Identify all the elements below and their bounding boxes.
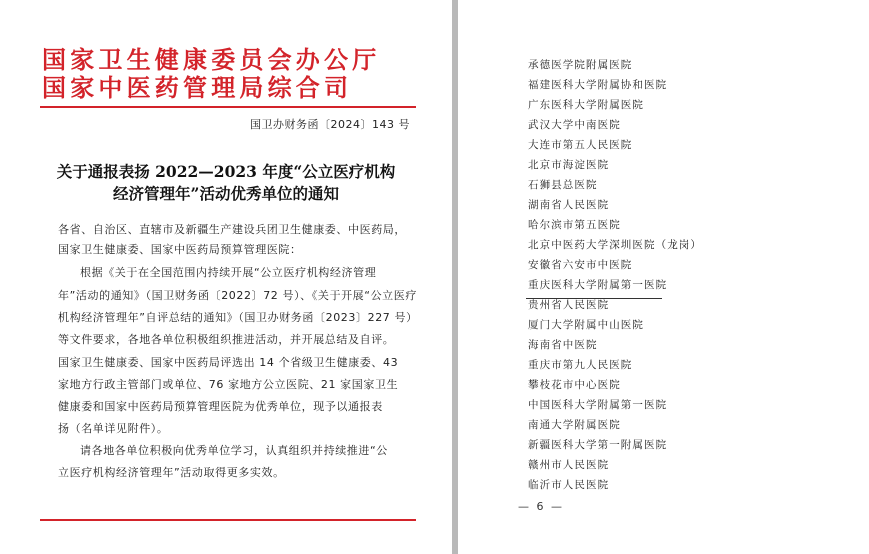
body-line: 各省、自治区、直辖市及新疆生产建设兵团卫生健康委、中医药局， bbox=[58, 223, 406, 236]
list-item: 重庆市第九人民医院 bbox=[528, 359, 633, 371]
hand-drawn-underline bbox=[526, 298, 662, 299]
list-item: 攀枝花市中心医院 bbox=[528, 379, 621, 391]
list-item: 福建医科大学附属协和医院 bbox=[528, 79, 668, 91]
body-line: 健康委和国家中医药局预算管理医院为优秀单位，现予以通报表 bbox=[58, 400, 383, 413]
header-red-rule bbox=[40, 106, 416, 108]
issuing-org-line-1: 国家卫生健康委员会办公厅 bbox=[42, 45, 381, 74]
list-item: 南通大学附属医院 bbox=[528, 419, 621, 431]
list-item: 大连市第五人民医院 bbox=[528, 139, 633, 151]
list-item: 安徽省六安市中医院 bbox=[528, 259, 633, 271]
body-line: 根据《关于在全国范围内持续开展“公立医疗机构经济管理 bbox=[80, 266, 377, 279]
notice-title-line-2: 经济管理年”活动优秀单位的通知 bbox=[113, 184, 339, 203]
list-item: 广东医科大学附属医院 bbox=[528, 99, 644, 111]
body-line: 请各地各单位积极向优秀单位学习，认真组织并持续推进“公 bbox=[80, 444, 388, 457]
list-item: 厦门大学附属中山医院 bbox=[528, 319, 644, 331]
body-line: 立医疗机构经济管理年”活动取得更多实效。 bbox=[58, 466, 285, 479]
list-item: 北京市海淀医院 bbox=[528, 159, 610, 171]
list-item: 哈尔滨市第五医院 bbox=[528, 219, 621, 231]
list-item: 湖南省人民医院 bbox=[528, 199, 610, 211]
body-line: 年”活动的通知》（国卫财务函〔2022〕72 号）、《关于开展“公立医疗 bbox=[58, 289, 417, 302]
list-item: 重庆医科大学附属第一医院 bbox=[528, 279, 668, 291]
body-line: 等文件要求，各地各单位积极组织推进活动，并开展总结及自评。 bbox=[58, 333, 395, 346]
notice-title-line-1: 关于通报表扬 2022—2023 年度“公立医疗机构 bbox=[56, 162, 396, 181]
body-line: 机构经济管理年”自评总结的通知》（国卫办财务函〔2023〕227 号） bbox=[58, 311, 418, 324]
issuing-org-line-2: 国家中医药管理局综合司 bbox=[42, 73, 353, 102]
list-item: 武汉大学中南医院 bbox=[528, 119, 621, 131]
footer-red-rule bbox=[40, 519, 416, 521]
list-item: 承德医学院附属医院 bbox=[528, 59, 633, 71]
list-item: 临沂市人民医院 bbox=[528, 479, 610, 491]
list-item: 贵州省人民医院 bbox=[528, 299, 610, 311]
page-number: — 6 — bbox=[518, 500, 564, 513]
body-line: 家地方行政主管部门或单位、76 家地方公立医院、21 家国家卫生 bbox=[58, 378, 399, 391]
list-item: 石狮县总医院 bbox=[528, 179, 598, 191]
list-item: 中国医科大学附属第一医院 bbox=[528, 399, 668, 411]
document-number: 国卫办财务函〔2024〕143 号 bbox=[250, 118, 410, 131]
list-item: 北京中医药大学深圳医院（龙岗） bbox=[528, 239, 702, 251]
body-line: 国家卫生健康委、国家中医药局评选出 14 个省级卫生健康委、43 bbox=[58, 356, 399, 369]
body-line: 国家卫生健康委、国家中医药局预算管理医院： bbox=[58, 243, 302, 256]
body-line: 扬（名单详见附件）。 bbox=[58, 422, 169, 435]
list-item: 海南省中医院 bbox=[528, 339, 598, 351]
right-page bbox=[458, 0, 869, 554]
list-item: 赣州市人民医院 bbox=[528, 459, 610, 471]
list-item: 新疆医科大学第一附属医院 bbox=[528, 439, 668, 451]
